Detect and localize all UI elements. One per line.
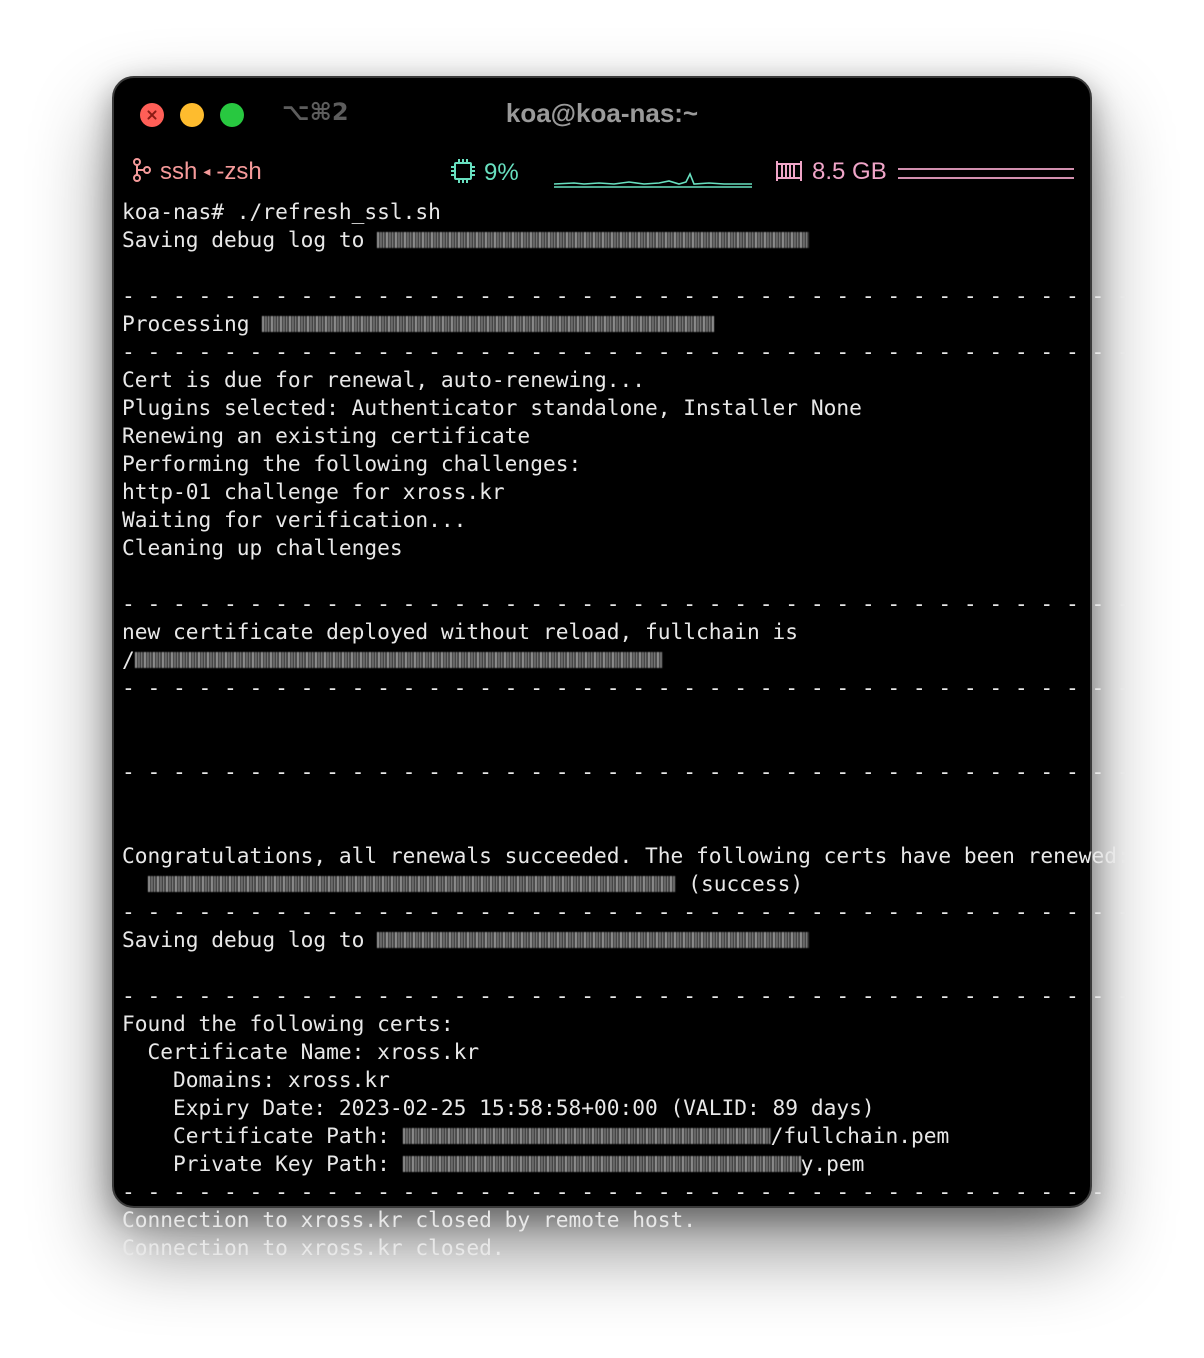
terminal-line [122, 870, 1082, 898]
redacted-path [262, 316, 714, 332]
terminal-line-text: / [122, 647, 135, 672]
terminal-line-text: - - - - - - - - - - - - - - - - - - - - - - - - - - - - - - - - - - - - - - - - [122, 591, 1130, 616]
terminal-line-text: Expiry Date: 2023-02-25 15:58:58+00:00 (VALID: 89 days) [122, 1095, 875, 1120]
terminal-line [122, 1122, 1082, 1150]
terminal-line [122, 506, 1082, 534]
terminal-line [122, 338, 1130, 366]
terminal-line [122, 226, 1082, 254]
terminal-line [122, 1234, 1082, 1262]
terminal-line [122, 1010, 1082, 1038]
terminal-line [122, 1178, 1130, 1206]
terminal-line [122, 926, 1082, 954]
terminal-line-text: Connection to xross.kr closed by remote host. [122, 1207, 697, 1232]
redacted-path [135, 652, 663, 668]
terminal-line-text: Renewing an existing certificate [122, 423, 531, 448]
terminal-line [122, 282, 1130, 310]
cpu-chip-icon [450, 158, 476, 184]
terminal-line [122, 898, 1130, 926]
terminal-line [122, 982, 1130, 1010]
terminal-line [122, 1206, 1082, 1234]
terminal-line-text: - - - - - - - - - - - - - - - - - - - - - - - - - - - - - - - - - - - - - - - - [122, 283, 1130, 308]
terminal-line-text: Processing [122, 311, 263, 336]
session-separator: ◂ [203, 163, 211, 179]
terminal-line [122, 702, 1082, 730]
terminal-line [122, 534, 1082, 562]
terminal-line-text: Cleaning up challenges [122, 535, 403, 560]
terminal-line-text: koa-nas# ./refresh_ssl.sh [122, 199, 441, 224]
terminal-line-text: Plugins selected: Authenticator standalone, Installer None [122, 395, 862, 420]
terminal-line [122, 814, 1082, 842]
terminal-line-text: Cert is due for renewal, auto-renewing... [122, 367, 645, 392]
terminal-line [122, 786, 1082, 814]
session-left: ssh [160, 158, 198, 185]
terminal-line-text: - - - - - - - - - - - - - - - - - - - - - - - - - - - - - - - - - - - - - - - - [122, 899, 1130, 924]
terminal-line-text: Congratulations, all renewals succeeded. The following certs have been renewed: [122, 843, 1130, 868]
window-title: koa@koa-nas:~ [505, 98, 699, 128]
memory-indicator [776, 158, 887, 186]
terminal-line [122, 758, 1130, 786]
terminal-line-text: Performing the following challenges: [122, 451, 582, 476]
terminal-line [122, 954, 1082, 982]
terminal-line [122, 1066, 1082, 1094]
terminal-line-text: http-01 challenge for xross.kr [122, 479, 505, 504]
memory-used: 8.5 GB [812, 158, 887, 185]
terminal-line-text: Domains: xross.kr [122, 1067, 390, 1092]
terminal-line-text: Saving debug log to [122, 927, 378, 952]
redacted-path [148, 876, 676, 892]
terminal-line-text: Saving debug log to [122, 227, 378, 252]
terminal-line-text: Certificate Name: xross.kr [122, 1039, 480, 1064]
terminal-line [122, 590, 1130, 618]
terminal-line [122, 646, 1082, 674]
terminal-line [122, 1150, 1082, 1178]
terminal-line [122, 674, 1130, 702]
terminal-line [122, 842, 1130, 870]
terminal-line-text: Waiting for verification... [122, 507, 467, 532]
terminal-line-suffix: (success) [675, 871, 804, 896]
terminal-line-text: - - - - - - - - - - - - - - - - - - - - - - - - - - - - - - - - - - - - - - - - [122, 759, 1130, 784]
window-shortcut: ⌥⌘2 [282, 98, 349, 126]
status-bar [114, 156, 1090, 192]
terminal-line-text: new certificate deployed without reload, fullchain is [122, 619, 799, 644]
terminal-line-text: Connection to xross.kr closed. [122, 1235, 505, 1260]
terminal-line-text [122, 871, 148, 896]
terminal-line [122, 422, 1082, 450]
redacted-path [377, 232, 809, 248]
redacted-path [377, 932, 809, 948]
terminal-line [122, 562, 1082, 590]
terminal-line [122, 618, 1082, 646]
terminal-window [112, 76, 1130, 1260]
terminal-line-text: - - - - - - - - - - - - - - - - - - - - - - - - - - - - - - - - - - - - - - - - [122, 983, 1130, 1008]
terminal-line [122, 450, 1082, 478]
terminal-line-suffix: /fullchain.pem [770, 1123, 950, 1148]
cpu-indicator [450, 158, 519, 187]
terminal-line [122, 394, 1082, 422]
memory-usage-graph [898, 166, 1074, 182]
terminal-line [122, 198, 1082, 226]
session-indicator [132, 158, 262, 186]
redacted-path [403, 1128, 771, 1144]
terminal-line [122, 310, 1082, 338]
terminal-line [122, 366, 1082, 394]
terminal-line [122, 1094, 1082, 1122]
cpu-percent: 9% [484, 159, 519, 186]
terminal-line [122, 254, 1082, 282]
redacted-path [403, 1156, 801, 1172]
terminal-line-text: Found the following certs: [122, 1011, 454, 1036]
terminal-line-text: Certificate Path: [122, 1123, 403, 1148]
git-branch-icon [132, 158, 152, 182]
cpu-usage-graph [554, 160, 752, 190]
terminal-line-text: Private Key Path: [122, 1151, 403, 1176]
terminal-line [122, 730, 1082, 758]
terminal-output[interactable] [122, 198, 1130, 1262]
terminal-line [122, 1038, 1082, 1066]
terminal-line-suffix: y.pem [800, 1151, 865, 1176]
title-bar[interactable] [114, 78, 1090, 152]
terminal-line-text: - - - - - - - - - - - - - - - - - - - - - - - - - - - - - - - - - - - - - - - - [122, 1179, 1130, 1204]
terminal-line-text: - - - - - - - - - - - - - - - - - - - - - - - - - - - - - - - - - - - - - - - - [122, 675, 1130, 700]
terminal-line [122, 478, 1082, 506]
terminal-line-text: - - - - - - - - - - - - - - - - - - - - - - - - - - - - - - - - - - - - - - - - [122, 339, 1130, 364]
session-right: -zsh [216, 158, 262, 185]
memory-icon [776, 160, 802, 182]
